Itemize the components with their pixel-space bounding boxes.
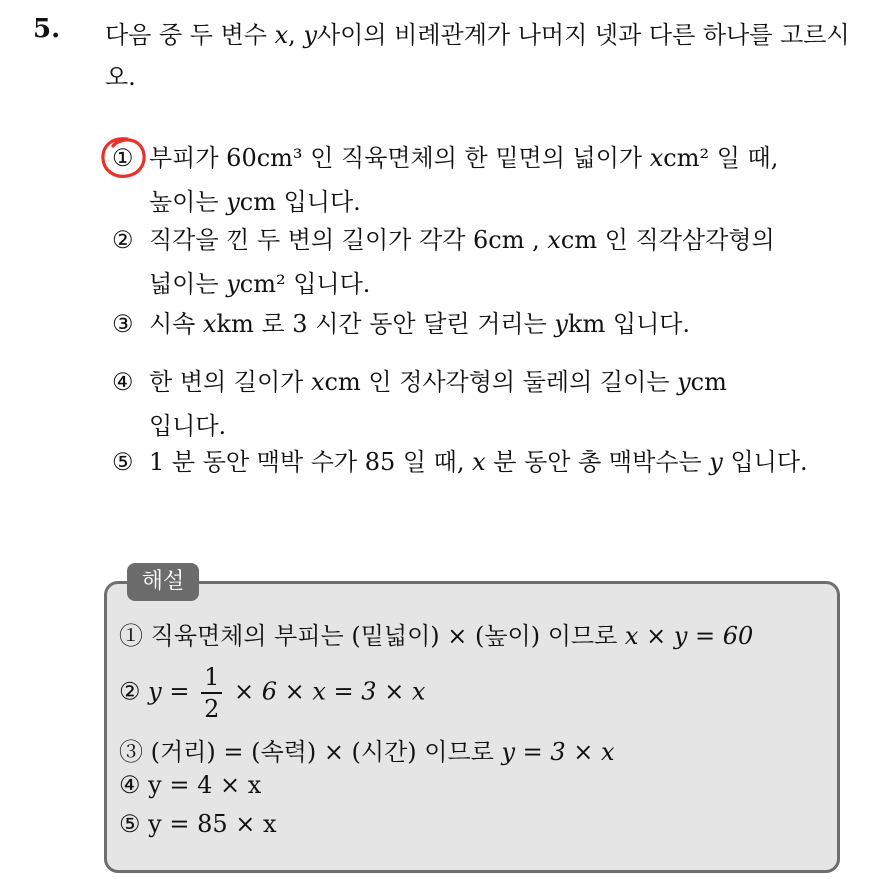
option-2-unit-b: cm bbox=[560, 226, 598, 254]
fraction-numerator: 1 bbox=[201, 662, 222, 694]
option-2[interactable] bbox=[112, 218, 775, 306]
option-1-marker: ① bbox=[112, 144, 134, 172]
solution-line-3 bbox=[119, 732, 615, 767]
option-5-var-x: x bbox=[472, 448, 486, 476]
solution-line-2-rhs: × 6 × x = 3 × x bbox=[234, 677, 426, 706]
option-3-unit-b: km bbox=[567, 310, 606, 338]
option-3-marker: ③ bbox=[112, 310, 134, 338]
option-4-marker: ④ bbox=[112, 368, 134, 396]
option-4-text-b: 인 정사각형의 둘레의 길이는 bbox=[360, 368, 678, 396]
option-3[interactable] bbox=[112, 302, 690, 346]
option-1-text-a: 부피가 60 bbox=[149, 144, 257, 172]
option-5-text-a: 1 분 동안 맥박 수가 85 일 때, bbox=[149, 448, 473, 476]
question-number: 5. bbox=[33, 14, 61, 44]
option-5-marker: ⑤ bbox=[112, 448, 134, 476]
question-var-x: x bbox=[274, 21, 289, 49]
option-1-var-y: y bbox=[226, 188, 240, 216]
option-4[interactable] bbox=[112, 360, 727, 448]
solution-line-5: ⑤ y = 85 × x bbox=[119, 810, 277, 838]
fraction-denominator: 2 bbox=[204, 695, 220, 723]
solution-line-3-eq: y = 3 × x bbox=[501, 738, 615, 766]
question-text bbox=[105, 14, 875, 98]
solution-label: 해설 bbox=[127, 563, 199, 601]
question-var-y: y bbox=[303, 21, 317, 49]
option-1-text-b: 인 직육면체의 한 밑면의 넓이가 bbox=[302, 144, 650, 172]
option-5[interactable] bbox=[112, 440, 808, 484]
option-2-text-c: 인 직각삼각형의 bbox=[597, 226, 775, 254]
option-4-var-y: y bbox=[677, 368, 691, 396]
option-2-var-x: x bbox=[547, 226, 561, 254]
option-4-var-x: x bbox=[311, 368, 325, 396]
solution-line-1-eq: x × y = 60 bbox=[624, 622, 754, 650]
option-4-unit-a: cm bbox=[324, 368, 361, 396]
option-1-var-x: x bbox=[649, 144, 664, 172]
option-2-line2-a: 넓이는 bbox=[149, 270, 227, 298]
solution-line-2-marker: ② bbox=[119, 677, 141, 706]
option-2-unit-c: cm² bbox=[239, 270, 286, 298]
option-4-line2: 입니다. bbox=[149, 412, 227, 440]
option-1-text-c: 일 때, bbox=[709, 144, 779, 172]
option-1-unit-b: cm² bbox=[663, 144, 710, 172]
option-5-text-c: 입니다. bbox=[722, 448, 808, 476]
option-3-var-y: y bbox=[554, 310, 568, 338]
option-3-text-a: 시속 bbox=[149, 310, 203, 338]
solution-line-3-text: ③ (거리) = (속력) × (시간) 이므로 bbox=[119, 738, 502, 766]
option-2-marker: ② bbox=[112, 226, 134, 254]
solution-line-1-text: ① 직육면체의 부피는 (밑넓이) × (높이) 이므로 bbox=[119, 622, 625, 650]
solution-line-2 bbox=[119, 662, 425, 724]
option-2-line2 bbox=[112, 262, 775, 306]
option-1[interactable] bbox=[112, 136, 778, 224]
option-4-text-a: 한 변의 길이가 bbox=[149, 368, 311, 396]
option-3-text-c: 입니다. bbox=[605, 310, 691, 338]
option-1-unit-a: cm³ bbox=[256, 144, 303, 172]
option-3-text-b: 로 3 시간 동안 달린 거리는 bbox=[253, 310, 555, 338]
option-1-line2-a: 높이는 bbox=[149, 188, 227, 216]
option-5-text-b: 분 동안 총 맥박수는 bbox=[485, 448, 710, 476]
option-1-unit-c: cm bbox=[239, 188, 276, 216]
question-text-part2: 사이의 비례관계가 나머지 넷과 다른 하나를 고르시오. bbox=[105, 21, 850, 91]
option-3-var-x: x bbox=[203, 310, 217, 338]
solution-line-2-lhs: y = bbox=[148, 677, 190, 706]
solution-fraction bbox=[201, 662, 222, 724]
option-2-line2-b: 입니다. bbox=[285, 270, 371, 298]
question-comma: , bbox=[288, 21, 304, 49]
solution-line-4: ④ y = 4 × x bbox=[119, 771, 262, 799]
option-1-line2-b: 입니다. bbox=[275, 188, 361, 216]
option-5-var-y: y bbox=[709, 448, 723, 476]
solution-line-1 bbox=[119, 616, 753, 651]
option-3-unit-a: km bbox=[216, 310, 254, 338]
question-text-part1: 다음 중 두 변수 bbox=[105, 21, 275, 49]
option-2-text-a: 직각을 낀 두 변의 길이가 각각 6 bbox=[149, 226, 489, 254]
option-2-text-b: , bbox=[524, 226, 548, 254]
option-2-var-y: y bbox=[226, 270, 240, 298]
option-2-unit-a: cm bbox=[488, 226, 525, 254]
option-4-unit-b: cm bbox=[690, 368, 727, 396]
